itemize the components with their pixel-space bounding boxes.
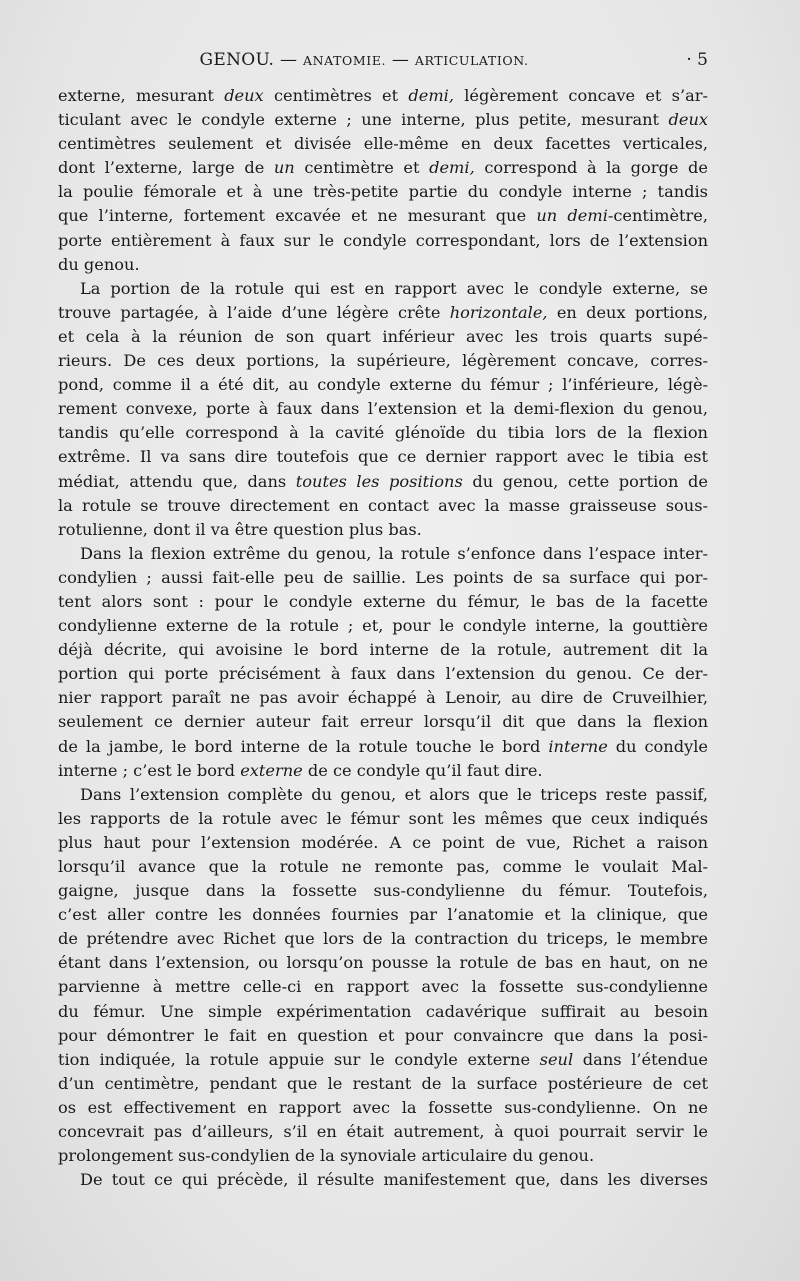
- text-run: porte entièrement à faux sur le condyle correspondant, lors de l’extension: [58, 230, 708, 250]
- text-run: lorsqu’il avance que la rotule ne remonte pas, comme le voulait Mal-: [58, 857, 708, 876]
- text-run: externe, mesurant: [58, 86, 225, 105]
- section-title: ANATOMIE.: [302, 53, 387, 68]
- text-line: [58, 807, 708, 831]
- text-line: [58, 229, 708, 253]
- text-line: [58, 735, 708, 759]
- text-line: [58, 566, 708, 590]
- text-line: [58, 855, 708, 879]
- text-line: [58, 108, 708, 132]
- text-run: Dans la flexion extrême du genou, la rotule s’enfonce dans l’espace inter-: [80, 543, 708, 563]
- italic-text: demi,: [429, 158, 475, 178]
- text-line: [58, 638, 708, 662]
- text-run: centimètres et: [263, 86, 409, 105]
- text-run: ticulant avec le condyle externe ; une interne, plus petite, mesurant: [58, 110, 669, 130]
- text-run: concevrait pas d’ailleurs, s’il en était autrement, à quoi pourrait servir le: [58, 1122, 708, 1142]
- subsection-title: ARTICULATION.: [414, 53, 529, 68]
- text-run: la poulie fémorale et à une très-petite partie du condyle interne ; tandis: [58, 182, 708, 202]
- text-line: [58, 590, 708, 614]
- text-line: [58, 1000, 708, 1024]
- text-line: [58, 494, 708, 518]
- text-line: [58, 759, 708, 783]
- text-line: [58, 397, 708, 421]
- text-line: [58, 349, 708, 373]
- text-run: du fémur. Une simple expérimentation cadavérique suffirait au besoin: [58, 1001, 708, 1021]
- text-line: [58, 1144, 708, 1168]
- text-run: nier rapport paraît ne pas avoir échappé à Lenoir, au dire de Cruveilhier,: [58, 688, 708, 708]
- text-line: [58, 686, 708, 710]
- text-line: [58, 84, 708, 108]
- text-run: tent alors sont : pour le condyle externe du fémur, le bas de la facette: [58, 591, 708, 611]
- text-line: [58, 1024, 708, 1048]
- text-line: [58, 373, 708, 397]
- text-line: [58, 277, 708, 301]
- text-run: d’un centimètre, pendant que le restant de la surface postérieure de cet: [58, 1073, 708, 1093]
- text-line: [58, 927, 708, 951]
- italic-text: interne: [548, 736, 608, 756]
- text-run: de la jambe, le bord interne de la rotule touche le bord: [58, 736, 549, 756]
- text-line: [58, 1048, 708, 1072]
- text-run: rement convexe, porte à faux dans l’extension et la demi-flexion du genou,: [58, 399, 708, 419]
- text-run: seulement ce dernier auteur fait erreur lorsqu’il dit que dans la flexion: [58, 712, 708, 732]
- italic-text: demi,: [408, 86, 454, 105]
- text-run: du genou, cette portion de: [462, 471, 708, 491]
- text-run: centimètres seulement et divisée elle-même en deux facettes verticales,: [58, 134, 708, 154]
- italic-text: externe: [240, 760, 303, 780]
- text-run: du genou.: [58, 254, 140, 274]
- text-run: prolongement sus-condylien de la synoviale articulaire du genou.: [58, 1146, 595, 1166]
- italic-text: un: [273, 158, 295, 178]
- text-line: [58, 421, 708, 445]
- italic-text: toutes les positions: [295, 471, 463, 491]
- text-line: [58, 975, 708, 999]
- text-run: déjà décrite, qui avoisine le bord interne de la rotule, autrement dit la: [58, 640, 708, 660]
- text-line: [58, 614, 708, 638]
- text-run: parvienne à mettre celle-ci en rapport avec la fossette sus-condylienne: [58, 977, 708, 997]
- text-run: et cela à la réunion de son quart inférieur avec les trois quarts supé-: [58, 326, 708, 346]
- text-run: De tout ce qui précède, il résulte manifestement que, dans les diverses: [80, 1170, 708, 1190]
- text-line: [58, 903, 708, 927]
- text-run: que l’interne, fortement excavée et ne mesurant que: [58, 206, 537, 226]
- running-head-title: GENOU. — ANATOMIE. — ARTICULATION.: [199, 50, 529, 70]
- text-run: étant dans l’extension, ou lorsqu’on pousse la rotule de bas en haut, on ne: [58, 953, 708, 973]
- text-line: [58, 1072, 708, 1096]
- italic-text: horizontale,: [449, 302, 548, 322]
- text-line: [58, 132, 708, 156]
- text-run: condylien ; aussi fait-elle peu de saillie. Les points de sa surface qui por-: [58, 567, 708, 587]
- italic-text: deux: [668, 110, 708, 130]
- text-run: correspond à la gorge de: [474, 158, 708, 178]
- text-run: La portion de la rotule qui est en rapport avec le condyle externe, se: [80, 278, 708, 298]
- text-run: plus haut pour l’extension modérée. A ce point de vue, Richet a raison: [58, 832, 708, 852]
- text-run: portion qui porte précisément à faux dans l’extension du genou. Ce der-: [58, 664, 708, 684]
- running-header: [60, 50, 708, 76]
- text-line: [58, 325, 708, 349]
- text-line: [58, 156, 708, 180]
- text-run: tandis qu’elle correspond à la cavité glénoïde du tibia lors de la flexion: [58, 423, 708, 443]
- text-line: [58, 180, 708, 204]
- text-run: la rotule se trouve directement en contact avec la masse graisseuse sous-: [58, 495, 708, 515]
- text-run: de ce condyle qu’il faut dire.: [302, 760, 543, 780]
- text-run: os est effectivement en rapport avec la fossette sus-condylienne. On ne: [58, 1097, 708, 1117]
- text-line: [58, 879, 708, 903]
- text-run: tion indiquée, la rotule appuie sur le condyle externe: [58, 1049, 540, 1069]
- text-run: médiat, attendu que, dans: [58, 471, 296, 491]
- text-line: [58, 783, 708, 807]
- text-run: trouve partagée, à l’aide d’une légère crête: [58, 302, 450, 322]
- text-run: centimètre et: [294, 158, 430, 178]
- text-run: -centimètre,: [607, 206, 708, 226]
- text-run: gaigne, jusque dans la fossette sus-condylienne du fémur. Toutefois,: [58, 881, 708, 901]
- text-line: [58, 470, 708, 494]
- text-line: [58, 204, 708, 228]
- text-run: dans l’étendue: [573, 1049, 708, 1069]
- text-line: [58, 445, 708, 469]
- text-line: [58, 518, 708, 542]
- text-line: [58, 951, 708, 975]
- text-run: Dans l’extension complète du genou, et alors que le triceps reste passif,: [80, 784, 708, 804]
- text-line: [58, 542, 708, 566]
- text-line: [58, 710, 708, 734]
- text-line: [58, 831, 708, 855]
- text-run: pour démontrer le fait en question et pour convaincre que dans la posi-: [58, 1025, 708, 1045]
- text-run: pond, comme il a été dit, au condyle externe du fémur ; l’inférieure, légè-: [58, 375, 708, 395]
- text-line: [58, 662, 708, 686]
- text-run: rieurs. De ces deux portions, la supérieure, légèrement concave, corres-: [58, 351, 708, 371]
- italic-text: un demi: [536, 206, 608, 226]
- text-run: interne ; c’est le bord: [58, 760, 241, 780]
- text-run: de prétendre avec Richet que lors de la contraction du triceps, le membre: [58, 929, 708, 949]
- text-run: légèrement concave et s’ar-: [454, 86, 708, 105]
- page-number: · 5: [686, 50, 708, 70]
- text-run: rotulienne, dont il va être question plus bas.: [58, 519, 422, 539]
- text-run: du condyle: [607, 736, 708, 756]
- text-run: les rapports de la rotule avec le fémur sont les mêmes que ceux indiqués: [58, 808, 708, 828]
- text-line: [58, 253, 708, 277]
- text-run: extrême. Il va sans dire toutefois que ce dernier rapport avec le tibia est: [58, 447, 708, 467]
- text-run: dont l’externe, large de: [58, 158, 274, 178]
- body-text: [58, 84, 708, 1192]
- italic-text: deux: [224, 86, 264, 105]
- text-line: [58, 1168, 708, 1192]
- text-line: [58, 1120, 708, 1144]
- chapter-title: GENOU.: [199, 50, 275, 70]
- text-run: condylienne externe de la rotule ; et, pour le condyle interne, la gouttière: [58, 616, 708, 636]
- text-line: [58, 301, 708, 325]
- text-run: en deux portions,: [547, 302, 708, 322]
- text-line: [58, 1096, 708, 1120]
- italic-text: seul: [539, 1049, 574, 1069]
- text-run: c’est aller contre les données fournies par l’anatomie et la clinique, que: [58, 905, 708, 925]
